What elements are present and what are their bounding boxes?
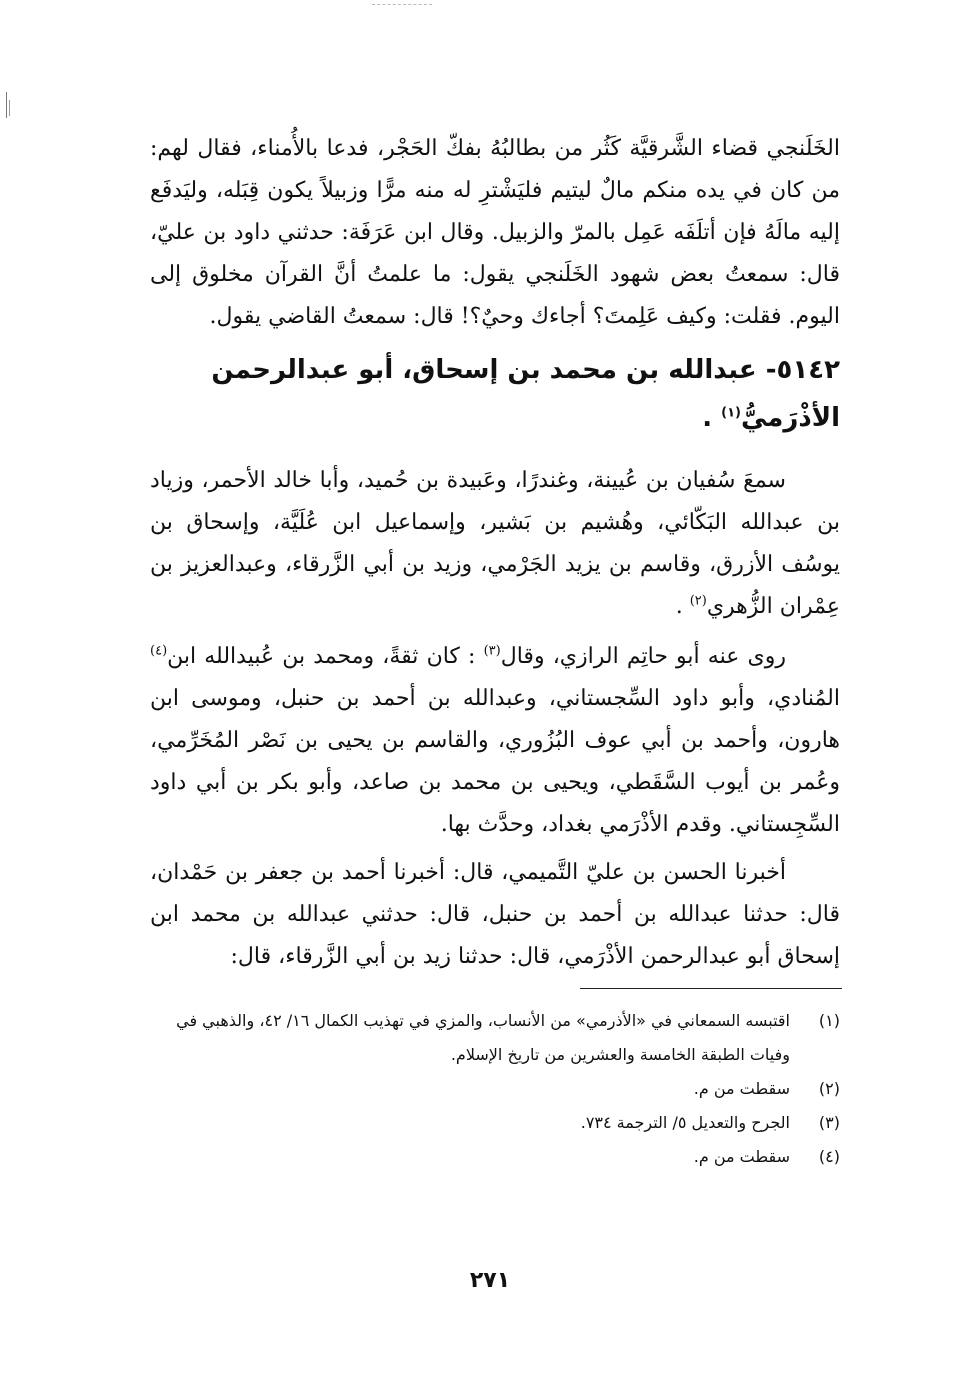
footnote-text: اقتبسه السمعاني في «الأذرمي» من الأنساب، والمزي في تهذيب الكمال ١٦/ ٤٢، والذهبي في وفيات الطبقة الخامسة والعشرين من تاريخ الإسلام. <box>176 1011 790 1064</box>
footnote-number: (١) <box>818 1011 840 1030</box>
footnote-ref: (١) <box>721 405 741 421</box>
footnote-ref: (٤) <box>150 643 168 659</box>
footnote <box>150 1004 840 1072</box>
paragraph-students <box>150 636 840 846</box>
paragraph-text: المُنادي، وأبو داود السِّجستاني، وعبدالله بن أحمد بن حنبل، وموسى ابن هارون، وأحمد بن أبي عوف البُزُوري، والقاسم بن يحيى بن نَصْر المُخَرِّمي، وعُمر بن أيوب السَّقَطي، ويحيى بن محمد بن صاعد، وأبو بكر بن أبي داود السِّجِستاني. وقدم الأذْرَمي بغداد، وحدَّث بها. <box>150 686 840 837</box>
paragraph-teachers: سمعَ سُفيان بن عُيينة، وغندرًا، وعَبيدة بن حُميد، وأبا خالد الأحمر، وزياد بن عبدالله البَكّائي، وهُشيم بن بَشير، وإسماعيل ابن عُلَيَّة، وإسحاق بن يوسُف الأزرق، وقاسم بن يزيد الجَرْمي، وزيد بن أبي الزَّرقاء، وعبدالعزيز بن عِمْران الزُّهري$^{(٢)}$ . <box>150 468 840 619</box>
footnotes <box>150 1004 840 1174</box>
footnote-divider <box>580 988 842 989</box>
scan-artifact <box>372 4 432 7</box>
footnote-ref: (٢) <box>689 593 707 609</box>
page-number: ٢٧١ <box>469 1268 511 1293</box>
footnote-text: الجرح والتعديل ٥/ الترجمة ٧٣٤. <box>580 1113 790 1132</box>
footnote-number: (٢) <box>818 1079 840 1098</box>
footnote <box>150 1072 840 1106</box>
entry-heading: ٥١٤٢- عبدالله بن محمد بن إسحاق، أبو عبدالرحمن الأذْرَميُّ$^{(١)}$ . <box>150 346 840 442</box>
scan-artifact <box>6 92 7 118</box>
paragraph-continued: الخَلَنجي قضاء الشَّرقيَّة كَثُر من بطالبُهُ بفكّ الحَجْر، فدعا بالأُمناء، فقال لهم: من كان في يده منكم مالٌ ليتيم فليَشْترِ له منه مرًّا وزبيلاً يكون قِبَله، وليَدفَع إليه مالَهُ فإن أتلَفَه عَمِل بالمرّ والزبيل. وقال ابن عَرَفَة: حدثني داود بن عليّ، قال: سمعتُ بعض شهود الخَلَنجي يقول: ما علمتُ أنَّ القرآن مخلوق إلى اليوم. فقلت: وكيف عَلِمتَ؟ أجاءك وحيٌ؟! قال: سمعتُ القاضي يقول. <box>150 136 840 329</box>
footnote-number: (٤) <box>818 1147 840 1166</box>
paragraph-text: روى عنه أبو حاتِم الرازي، وقال <box>500 644 786 669</box>
footnote-text: سقطت من م. <box>693 1147 790 1166</box>
paragraph-text: : كان ثقةً، ومحمد بن عُبيدالله ابن <box>167 644 476 669</box>
footnote-number: (٣) <box>818 1113 840 1132</box>
paragraph-isnad: أخبرنا الحسن بن عليّ التَّميمي، قال: أخبرنا أحمد بن جعفر بن حَمْدان، قال: حدثنا عبدالله بن أحمد بن حنبل، قال: حدثني عبدالله بن محمد ابن إسحاق أبو عبدالرحمن الأذْرَمي، قال: حدثنا زيد بن أبي الزَّرقاء، قال: <box>150 860 840 969</box>
entry-title: عبدالله بن محمد بن إسحاق، أبو عبدالرحمن الأذْرَميُّ <box>211 355 840 433</box>
scan-artifact <box>9 100 10 116</box>
footnote-ref: (٣) <box>483 643 501 659</box>
footnote <box>150 1106 840 1140</box>
paragraph-text: سمعَ سُفيان بن عُيينة، وغندرًا، وعَبيدة بن حُميد، وأبا خالد الأحمر، وزياد بن عبدالله البَكّائي، وهُشيم بن بَشير، وإسماعيل ابن عُلَيَّة، وإسحاق بن يوسُف الأزرق، وقاسم بن يزيد الجَرْمي، وزيد بن أبي الزَّرقاء، وعبدالعزيز بن عِمْران الزُّهري <box>150 468 840 619</box>
footnote <box>150 1140 840 1174</box>
footnote-text: سقطت من م. <box>693 1079 790 1098</box>
entry-number: ٥١٤٢- <box>765 355 840 385</box>
